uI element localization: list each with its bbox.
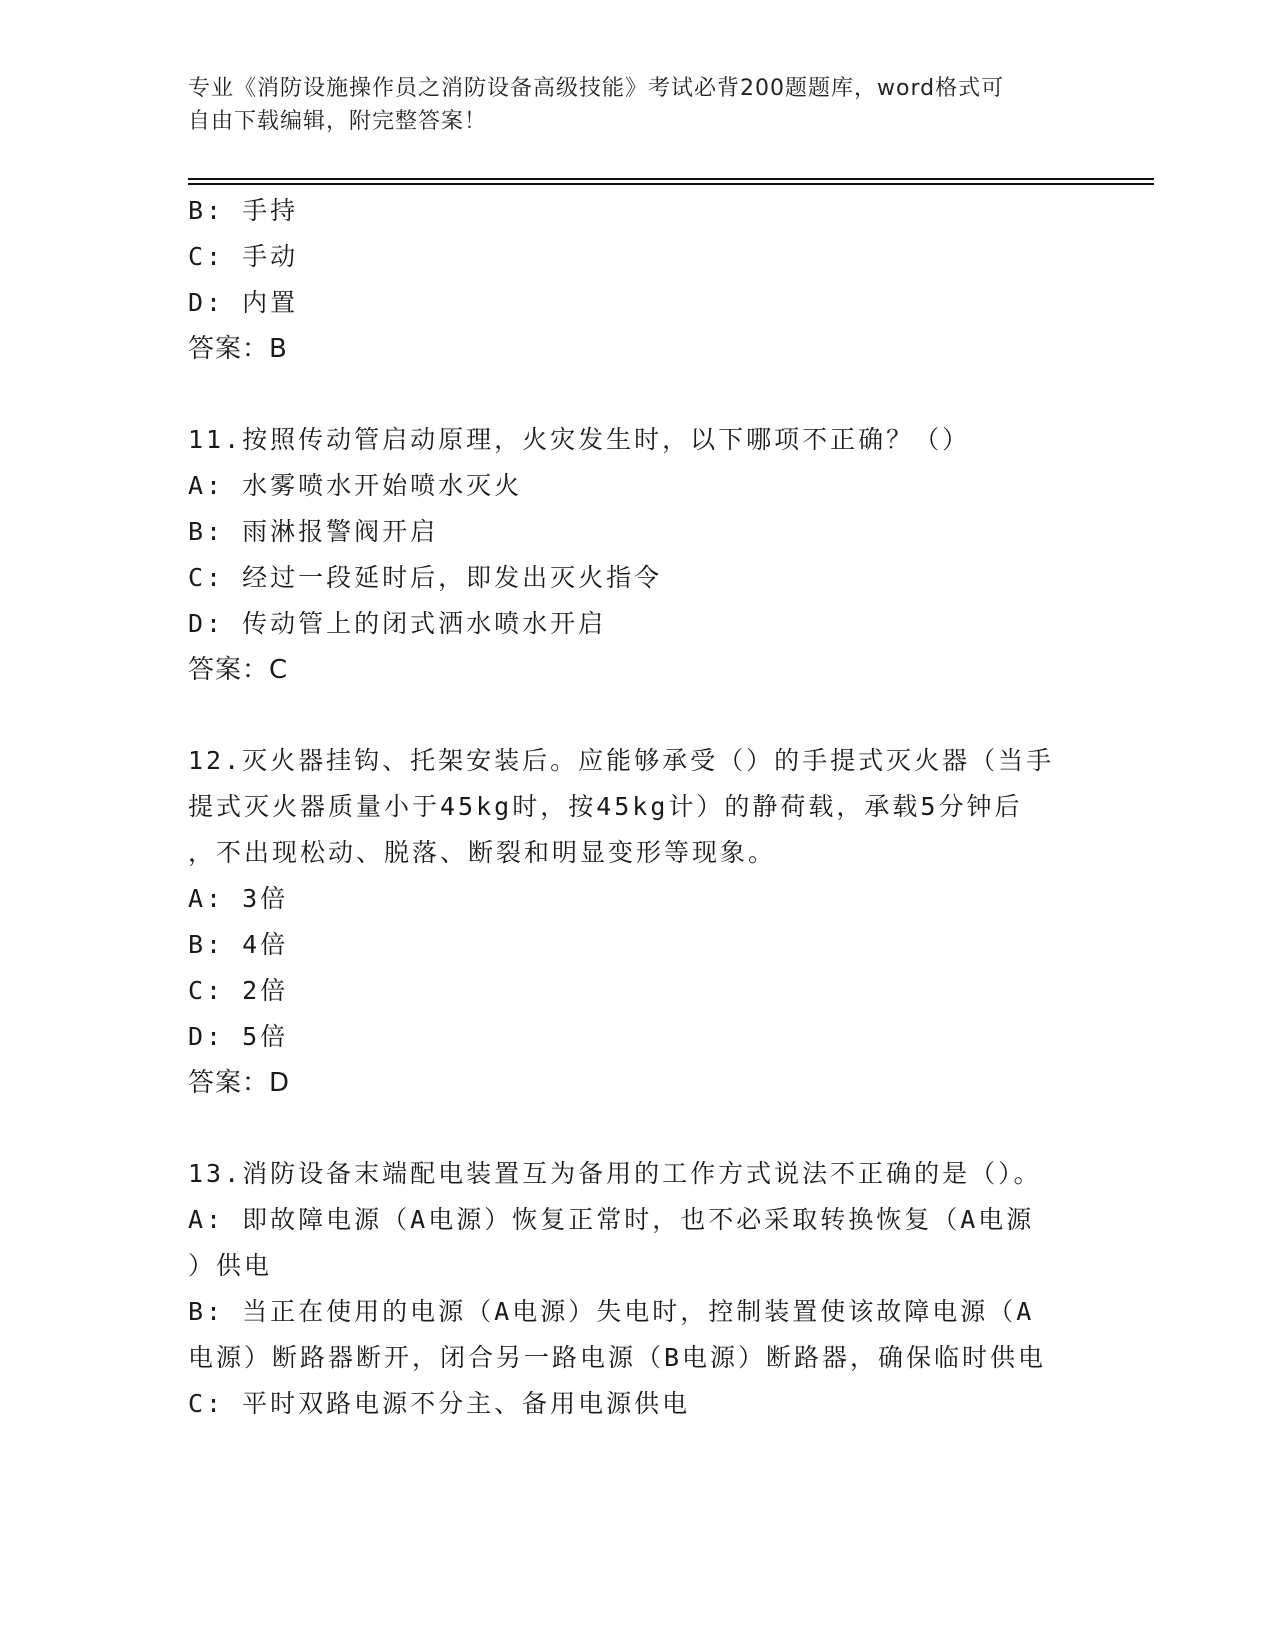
- question-13: [188, 1151, 1088, 1427]
- option-d: D: 5倍: [188, 1022, 289, 1051]
- option-b-line-1: B: 当正在使用的电源（A电源）失电时，控制装置使该故障电源（A: [188, 1297, 1035, 1326]
- question-11: [188, 417, 1088, 693]
- question-text: 13.消防设备末端配电装置互为备用的工作方式说法不正确的是（）。: [188, 1159, 1042, 1188]
- option-c: C: 2倍: [188, 976, 289, 1005]
- option-d: D: 内置: [188, 288, 299, 317]
- option-a: A: 水雾喷水开始喷水灭火: [188, 471, 523, 500]
- document-header: [188, 72, 1068, 138]
- answer: 答案：C: [188, 655, 289, 685]
- answer: 答案：B: [188, 334, 288, 364]
- answer: 答案：D: [188, 1068, 291, 1098]
- header-line-1: 专业《消防设施操作员之消防设备高级技能》考试必背200题题库，word格式可: [188, 76, 1005, 101]
- option-d: D: 传动管上的闭式洒水喷水开启: [188, 609, 607, 638]
- question-10: [188, 188, 1088, 372]
- option-a: A: 3倍: [188, 884, 289, 913]
- option-b: B: 手持: [188, 196, 299, 225]
- option-a-line-1: A: 即故障电源（A电源）恢复正常时，也不必采取转换恢复（A电源: [188, 1205, 1035, 1234]
- option-b: B: 雨淋报警阀开启: [188, 517, 439, 546]
- header-line-2: 自由下载编辑，附完整答案！: [188, 109, 488, 134]
- question-text: 11.按照传动管启动原理，火灾发生时，以下哪项不正确？（）: [188, 425, 971, 454]
- question-text-line-3: ，不出现松动、脱落、断裂和明显变形等现象。: [188, 838, 777, 867]
- header-divider-bottom: [188, 183, 1154, 185]
- option-c: C: 平时双路电源不分主、备用电源供电: [188, 1389, 691, 1418]
- option-b-line-2: 电源）断路器断开，闭合另一路电源（B电源）断路器，确保临时供电: [188, 1343, 1047, 1372]
- option-c: C: 经过一段延时后，即发出灭火指令: [188, 563, 663, 592]
- document-body: [188, 188, 1088, 1427]
- header-divider-top: [188, 178, 1154, 180]
- question-12: [188, 738, 1088, 1106]
- option-c: C: 手动: [188, 242, 299, 271]
- question-text-line-2: 提式灭火器质量小于45kg时，按45kg计）的静荷载，承载5分钟后: [188, 792, 1023, 821]
- question-text-line-1: 12.灭火器挂钩、托架安装后。应能够承受（）的手提式灭火器（当手: [188, 746, 1055, 775]
- spacer: [188, 693, 1088, 738]
- option-a-line-2: ）供电: [188, 1251, 273, 1280]
- spacer: [188, 372, 1088, 417]
- option-b: B: 4倍: [188, 930, 289, 959]
- spacer: [188, 1106, 1088, 1151]
